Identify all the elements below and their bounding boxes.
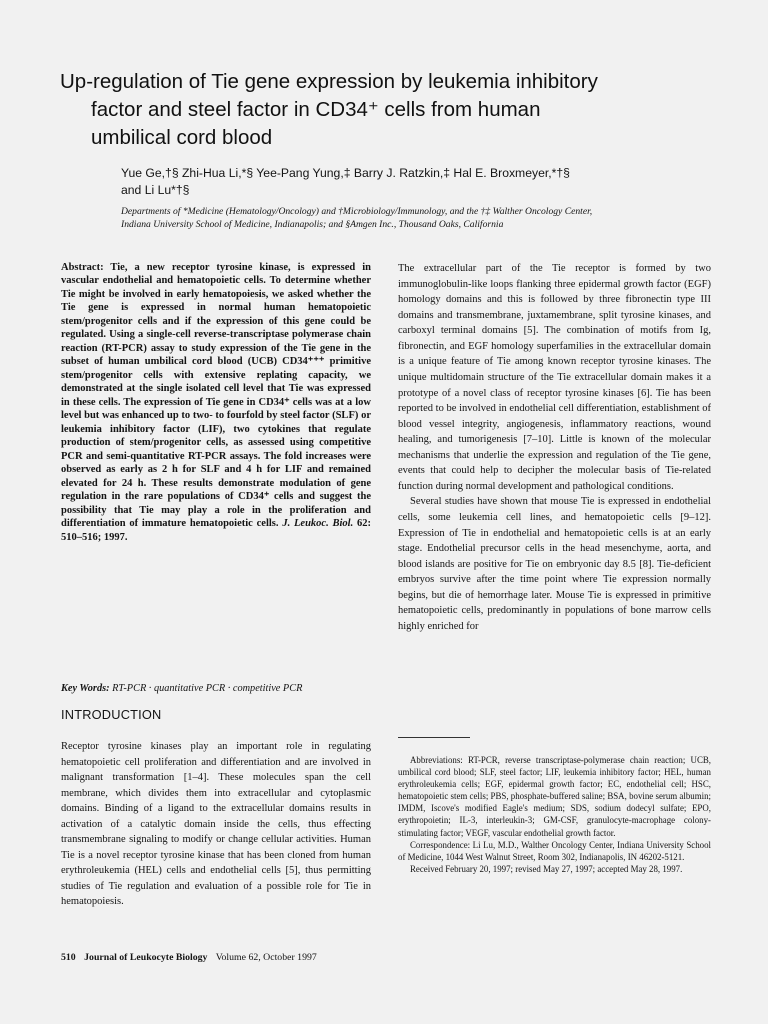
- body-paragraph-2: Several studies have shown that mouse Tie is expressed in endothelial cells, some leukemia cell lines, and hematopoietic cells [9–12]. Expression of Tie in endothelial and hematopoietic cells is at an early stage. Endothelial precursor cells in the head mesenchyme, aorta, and blood islands are positive for Tie on embryonic day 8.5 [8]. Tie-deficient embryos survive after the time point where Tie expression normally begins, but die of hemorrhage later. Mouse Tie is expressed in primitive hematopoietic cells, predominantly in populations of bone marrow cells highly enriched for: [398, 496, 711, 632]
- affiliations: [121, 205, 751, 231]
- abstract-text: Tie, a new receptor tyrosine kinase, is expressed in vascular endothelial and hematopoietic cells. To determine whether Tie might be involved in early hematopoiesis, we asked whether the Tie gene is expressed in normal human hematopoietic stem/progenitor cells and if the expression of this gene could be regulated. Using a single-cell reverse-transcriptase polymerase chain reaction (RT-PCR) assay to study expression of the Tie gene in the subset of human umbilical cord blood (UCB) CD34⁺⁺⁺ primitive stem/progenitor cells with extensive replating capacity, we demonstrated at the single isolated cell level that Tie was expressed in these cells. The expression of Tie gene in CD34⁺ cells was at a low level but was enhanced up to two- to fourfold by steel factor (SLF) or leukemia inhibitory factor (LIF), two cytokines that regulate production of stem/progenitor cells, as assessed using competitive PCR and semi-quantitative RT-PCR assays. The fold increases were observed as early as 2 h for SLF and 4 h for LIF and remained elevated for 24 h. These results demonstrate modulation of gene regulation in the rare populations of CD34⁺ cells and suggest the possibility that Tie may play a role in the proliferation and differentiation of immature hematopoietic cells.: [61, 262, 371, 530]
- footnote-divider: [398, 737, 470, 738]
- right-column-body: [398, 261, 711, 635]
- footnote-abbreviations: Abbreviations: RT-PCR, reverse transcriptase-polymerase chain reaction; UCB, umbilical cord blood; SLF, steel factor; LIF, leukemia inhibitory factor; HEL, human erythroleukemia cells; EGF, epidermal growth factor; EC, endothelial cell; HSC, hematopoietic stem cells; PBS, phosphate-buffered saline; BSA, bovine serum albumin; IMDM, Iscove's modified Eagle's medium; SDS, sodium dodecyl sulfate; EPO, erythropoietin; IL-3, interleukin-3; GM-CSF, granulocyte-macrophage colony-stimulating factor; VEGF, vascular endothelial growth factor.: [398, 755, 711, 838]
- abstract-citation-journal: J. Leukoc. Biol.: [282, 518, 354, 530]
- title-line-3: umbilical cord blood: [91, 126, 273, 149]
- footnote-received: Received February 20, 1997; revised May 27, 1997; accepted May 28, 1997.: [410, 863, 683, 874]
- keywords-label: Key Words:: [61, 683, 110, 694]
- title-line-1: Up-regulation of Tie gene expression by leukemia inhibitory: [60, 70, 598, 93]
- authors-line-1: Yue Ge,†§ Zhi-Hua Li,*§ Yee-Pang Yung,‡ Barry J. Ratzkin,‡ Hal E. Broxmeyer,*†§: [121, 166, 570, 180]
- footnote-correspondence: Correspondence: Li Lu, M.D., Walther Oncology Center, Indiana University School of Medicine, 1044 West Walnut Street, Room 302, Indianapolis, IN 46202-5121.: [398, 839, 711, 862]
- section-heading-introduction: INTRODUCTION: [61, 707, 162, 722]
- article-title: [60, 68, 750, 152]
- authors-line-2: and Li Lu*†§: [121, 182, 190, 197]
- abstract-label: Abstract:: [61, 262, 104, 273]
- page-number: 510: [61, 952, 76, 963]
- author-list: [121, 165, 751, 198]
- abstract: [61, 261, 371, 544]
- keywords-text: RT-PCR · quantitative PCR · competitive PCR: [112, 683, 303, 694]
- body-paragraph-1: The extracellular part of the Tie receptor is formed by two immunoglobulin-like loops flanking three epidermal growth factor (EGF) homology domains and this is followed by three fibronectin type III domains and transmembrane, juxtamembrane, split tyrosine kinases, and carboxyl terminal domains [5]. The combination of motifs from Ig, fibronectin, and EGF homology superfamilies in the extracellular domain is a unique feature of Tie among known receptor tyrosine kinases. The unique multidomain structure of the Tie extracellular domain makes it a prototype of a novel class of receptor tyrosine kinases [6]. Tie has been reported to be involved in endothelial cell differentiation, establishment of blood vessel integrity, angiogenesis, inflammatory reactions, wound healing, and tumorigenesis [7–10]. Little is known of the molecular mechanisms that underlie the expression and regulation of the Tie gene, events that could help to decipher the molecular basis of Tie-related function during normal development and pathological conditions.: [398, 263, 711, 492]
- footnotes: [398, 754, 711, 875]
- title-line-2: factor and steel factor in CD34⁺ cells from human: [91, 98, 541, 121]
- keywords: [61, 682, 371, 695]
- journal-name: Journal of Leukocyte Biology: [84, 952, 208, 963]
- page-footer: [61, 952, 323, 963]
- journal-issue: Volume 62, October 1997: [215, 952, 317, 963]
- introduction-paragraph: Receptor tyrosine kinases play an important role in regulating hematopoietic cell proliferation and differentiation and are involved in malignant transformation [1–4]. These molecules span the cell membrane, which divides them into extracellular and cytoplasmic domains. Binding of a ligand to the extracellular domains results in activation of a catalytic domain inside the cells, thus effecting transmembrane signaling to modify or change cellular activities. Human Tie is a novel receptor tyrosine kinase that has been cloned from human erythroleukemia (HEL) cells and endothelial cells [5], thus permitting studies of Tie regulation and evaluation of a possible role for Tie in hematopoiesis.: [61, 741, 371, 907]
- affiliation-line-2: Indiana University School of Medicine, Indianapolis; and §Amgen Inc., Thousand Oaks, California: [121, 219, 504, 230]
- abstract-citation: 62: 510–516; 1997.: [61, 518, 372, 543]
- affiliation-line-1: Departments of *Medicine (Hematology/Oncology) and †Microbiology/Immunology, and the †‡ Walther Oncology Center,: [121, 206, 593, 217]
